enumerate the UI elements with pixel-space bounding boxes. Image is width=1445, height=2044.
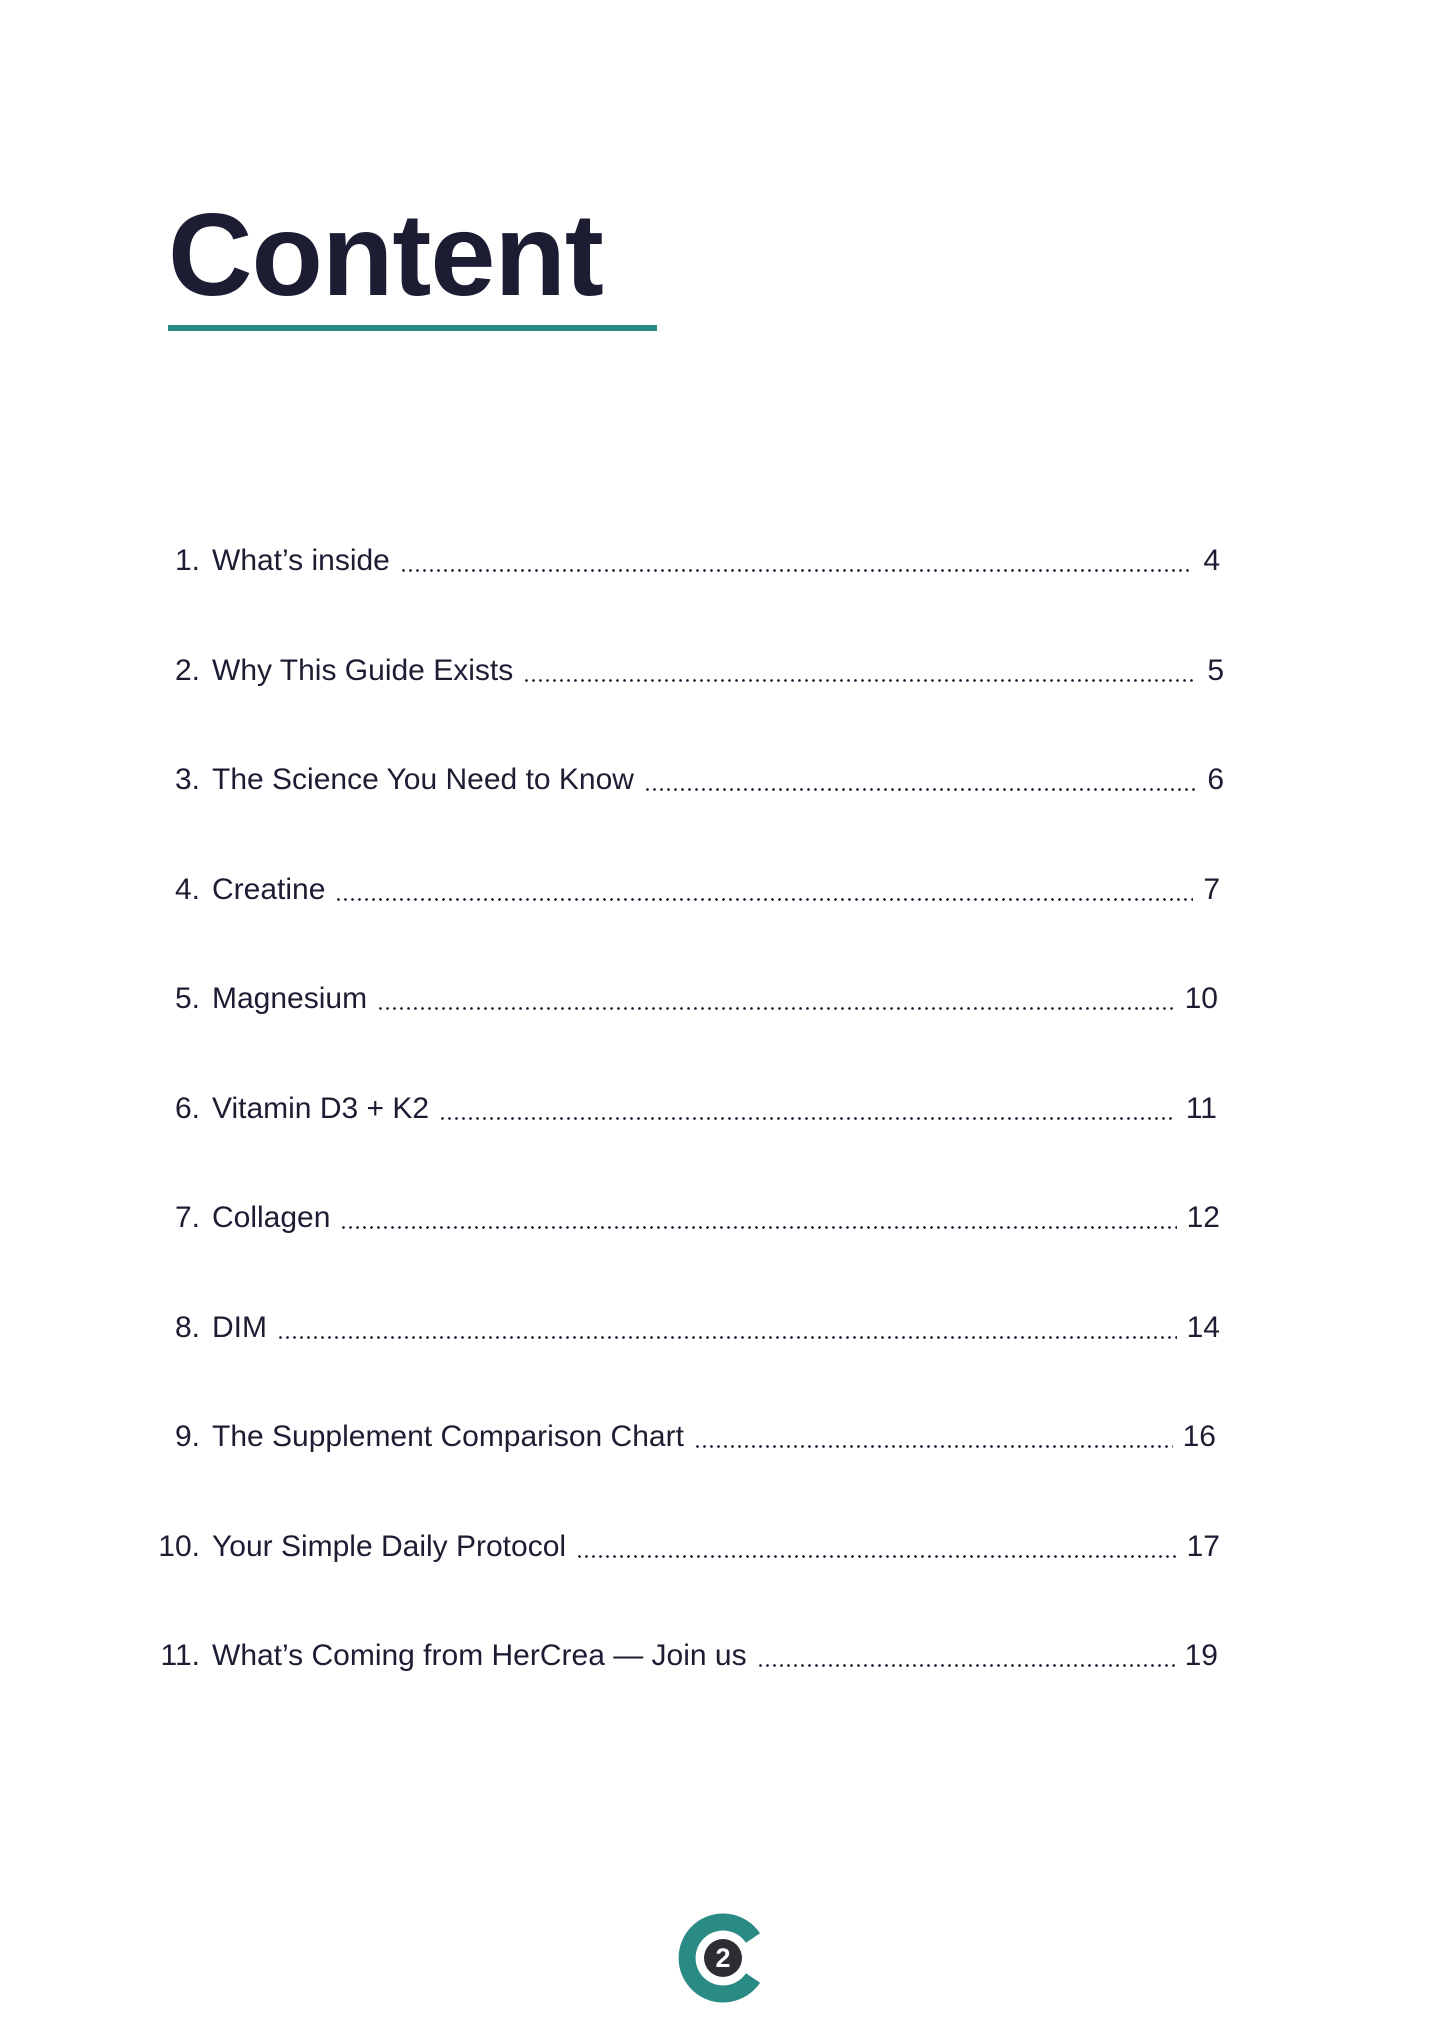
toc-entry-comparison-chart[interactable]	[160, 1415, 1216, 1459]
toc-entry-label: Why This Guide Exists	[212, 654, 514, 687]
toc-entry-number: 4.	[174, 873, 200, 906]
toc-entry-dim[interactable]	[160, 1306, 1220, 1350]
dotted-leader	[523, 649, 1197, 693]
toc-entry-label: The Supplement Comparison Chart	[212, 1420, 684, 1453]
toc-entry-why-this-guide-exists[interactable]	[160, 649, 1224, 693]
toc-entry-label: Magnesium	[212, 982, 368, 1015]
toc-entry-label: DIM	[212, 1311, 267, 1344]
toc-entry-number: 3.	[174, 763, 200, 796]
dotted-leader	[377, 977, 1175, 1021]
dotted-leader	[576, 1525, 1177, 1569]
toc-entry-page: 10	[1184, 982, 1218, 1015]
toc-entry-number: 2.	[174, 654, 200, 687]
dotted-leader	[277, 1306, 1177, 1350]
toc-entry-page: 19	[1184, 1639, 1218, 1672]
toc-entry-page: 17	[1186, 1530, 1220, 1563]
toc-entry-page: 6	[1207, 763, 1224, 796]
toc-entry-page: 14	[1186, 1311, 1220, 1344]
toc-entry-page: 7	[1203, 873, 1220, 906]
toc-entry-number: 8.	[174, 1311, 200, 1344]
toc-entry-creatine[interactable]	[160, 868, 1220, 912]
toc-entry-page: 16	[1182, 1420, 1216, 1453]
toc-entry-label: Creatine	[212, 873, 326, 906]
toc-entry-label: What’s inside	[212, 544, 390, 577]
toc-entry-join-us[interactable]	[140, 1634, 1218, 1678]
toc-entry-page: 4	[1203, 544, 1220, 577]
toc-entry-number: 1.	[174, 544, 200, 577]
toc-entry-number: 7.	[174, 1201, 200, 1234]
toc-entry-label: Your Simple Daily Protocol	[212, 1530, 567, 1563]
toc-entry-collagen[interactable]	[160, 1196, 1220, 1240]
dotted-leader	[439, 1087, 1176, 1131]
toc-entry-label: The Science You Need to Know	[212, 763, 634, 796]
dotted-leader	[694, 1415, 1173, 1459]
toc-entry-page: 11	[1185, 1092, 1217, 1125]
toc-entry-vitamin-d3-k2[interactable]	[160, 1087, 1217, 1131]
toc-entry-daily-protocol[interactable]	[140, 1525, 1220, 1569]
dotted-leader	[400, 539, 1193, 583]
toc-entry-magnesium[interactable]	[160, 977, 1218, 1021]
toc-entry-science[interactable]	[160, 758, 1224, 802]
toc-entry-page: 5	[1207, 654, 1224, 687]
toc-entry-number: 9.	[174, 1420, 200, 1453]
toc-entry-whats-inside[interactable]	[160, 539, 1220, 583]
page-title: Content	[168, 189, 603, 320]
toc-entry-page: 12	[1186, 1201, 1220, 1234]
dotted-leader	[757, 1634, 1175, 1678]
toc-entry-number: 11.	[160, 1639, 200, 1672]
page-number: 2	[704, 1939, 742, 1977]
toc-entry-number: 5.	[174, 982, 200, 1015]
page-number-badge	[677, 1912, 769, 2004]
toc-entry-number: 10.	[158, 1530, 200, 1563]
toc-entry-label: What’s Coming from HerCrea — Join us	[212, 1639, 747, 1672]
toc-entry-label: Vitamin D3 + K2	[212, 1092, 430, 1125]
dotted-leader	[335, 868, 1193, 912]
toc-entry-label: Collagen	[212, 1201, 331, 1234]
toc-entry-number: 6.	[174, 1092, 200, 1125]
dotted-leader	[340, 1196, 1176, 1240]
dotted-leader	[644, 758, 1197, 802]
